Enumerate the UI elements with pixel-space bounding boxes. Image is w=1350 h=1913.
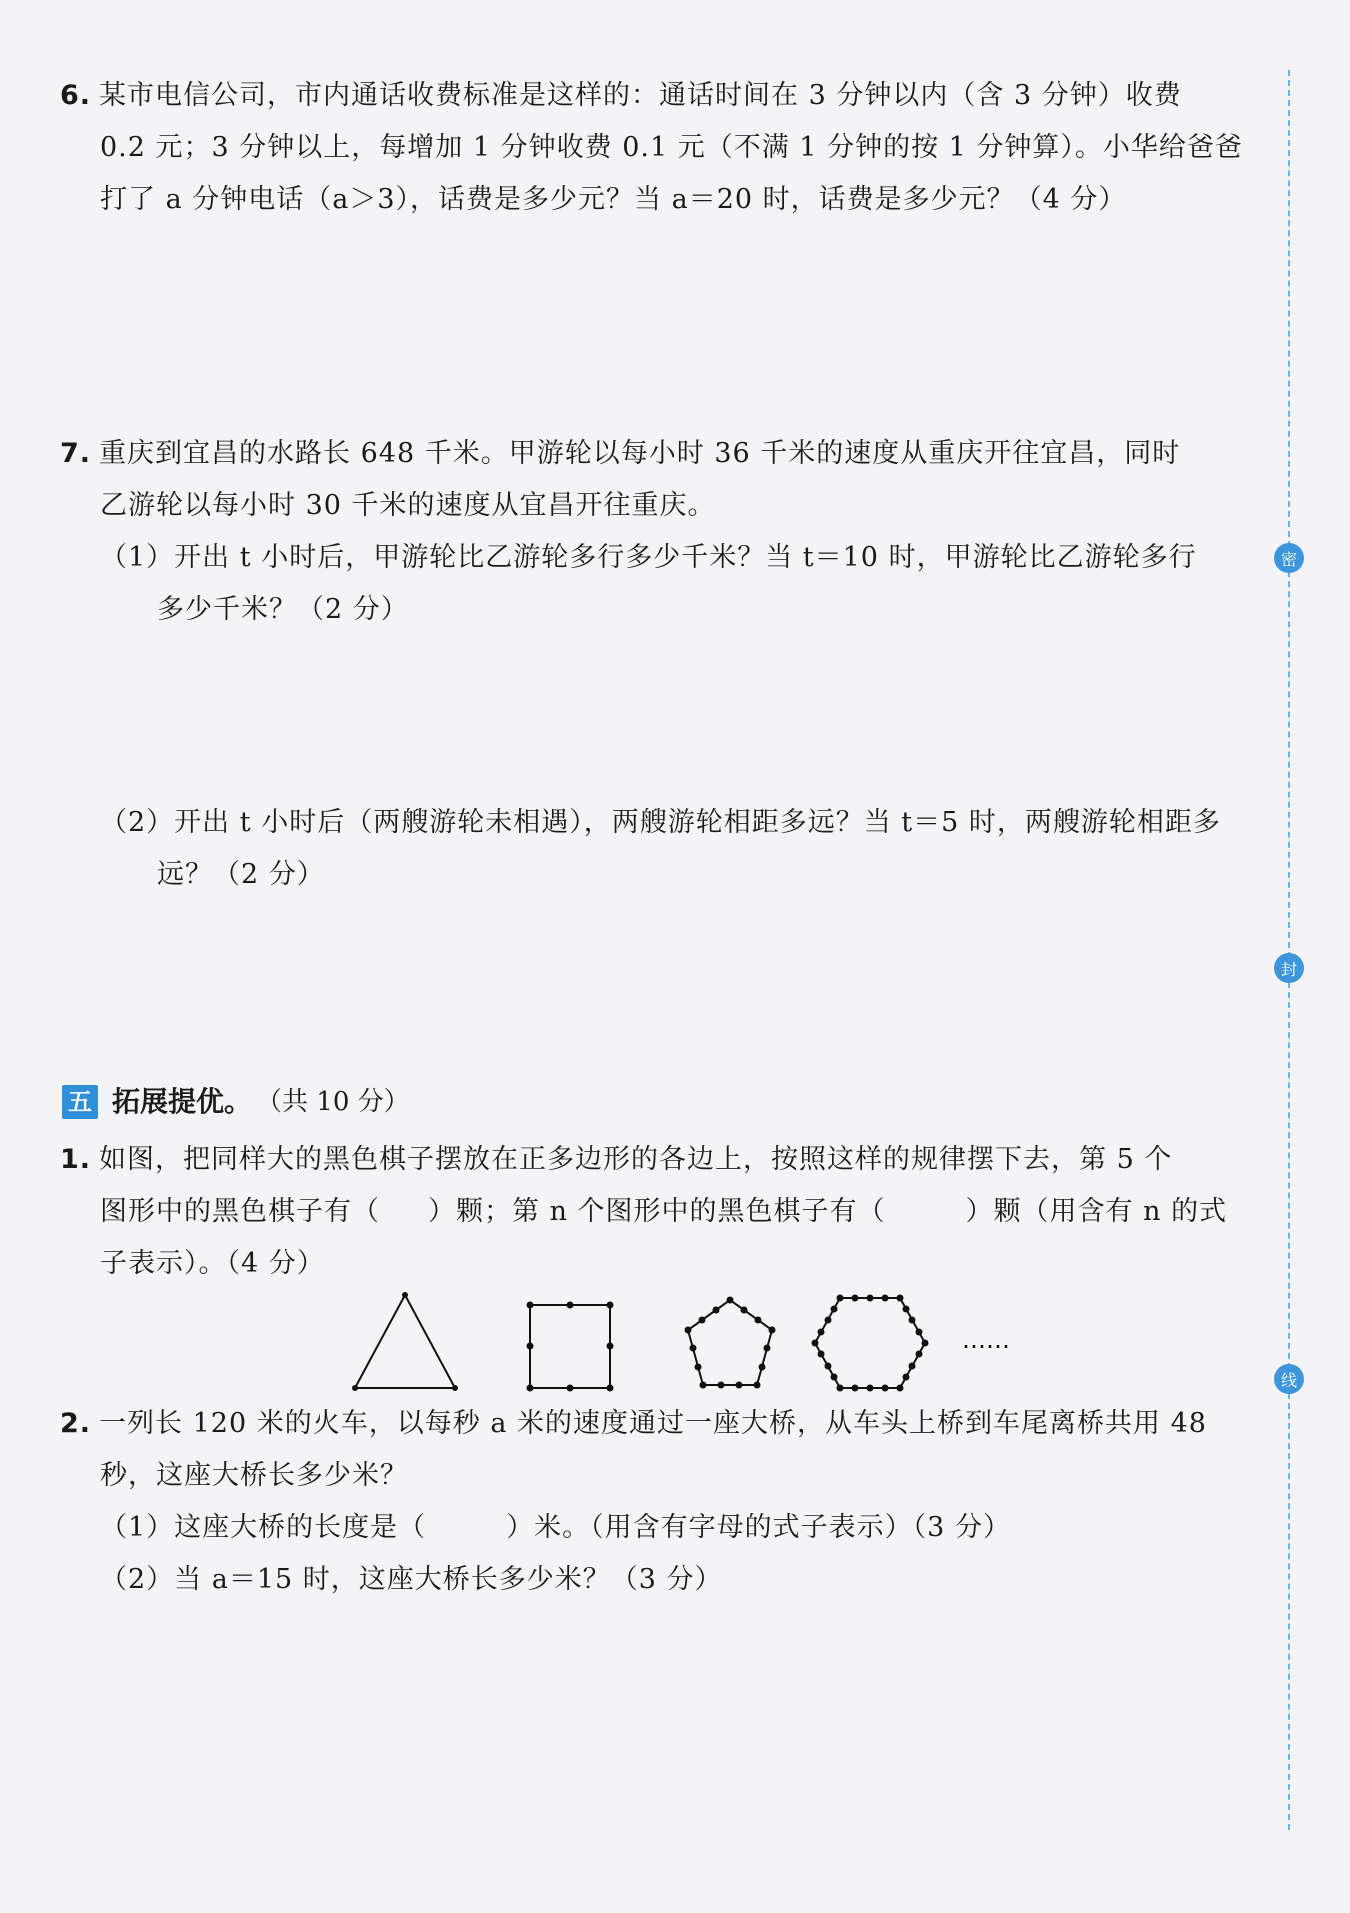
text-part: （1）这座大桥的长度是（ <box>100 1512 427 1543</box>
section-title: 拓展提优。 <box>112 1085 253 1118</box>
section-header <box>62 1080 410 1124</box>
question-text-line: 某市电信公司，市内通话收费标准是这样的：通话时间在 3 分钟以内（含 3 分钟）收费 <box>99 80 1182 111</box>
polygon-figures <box>350 1290 1030 1400</box>
sub-question-1 <box>60 1502 1260 1554</box>
chess-piece <box>527 1385 534 1392</box>
hexagon-figure <box>815 1298 925 1388</box>
pentagon-figure <box>688 1300 772 1385</box>
text-part: 图形中的黑色棋子有（ <box>100 1196 380 1227</box>
section-points: （共 10 分） <box>256 1087 410 1117</box>
question-number: 1. <box>60 1144 92 1175</box>
chess-piece <box>567 1385 574 1392</box>
question-text-line: 重庆到宜昌的水路长 648 千米。甲游轮以每小时 36 千米的速度从重庆开往宜昌，同时 <box>99 438 1181 469</box>
chess-piece <box>452 1385 458 1391</box>
question-text-line: 一列长 120 米的火车，以每秒 a 米的速度通过一座大桥，从车头上桥到车尾离桥共用 48 <box>99 1408 1207 1439</box>
chess-piece <box>607 1343 614 1350</box>
binding-mark-seal: 密 <box>1274 543 1304 573</box>
ellipsis-text: …… <box>962 1326 1010 1354</box>
question-number: 7. <box>60 438 92 469</box>
binding-mark-line: 线 <box>1274 1364 1304 1394</box>
text-part: ）颗；第 n 个图形中的黑色棋子有（ <box>428 1196 886 1227</box>
sub-question-2-cont: 远？（2 分） <box>157 859 325 890</box>
triangle-figure <box>355 1295 455 1388</box>
binding-mark-envelope: 封 <box>1274 953 1304 983</box>
chess-piece <box>402 1292 408 1298</box>
chess-piece <box>527 1343 534 1350</box>
question-6 <box>60 70 1260 226</box>
question-text-line: 子表示）。（4 分） <box>100 1248 325 1279</box>
question-text-line: 打了 a 分钟电话（a＞3），话费是多少元？当 a＝20 时，话费是多少元？（4 分） <box>100 184 1127 215</box>
question-number: 6. <box>60 80 92 111</box>
sub-question-1-cont: 多少千米？（2 分） <box>157 594 409 625</box>
sub-question-2: （2）开出 t 小时后（两艘游轮未相遇），两艘游轮相距多远？当 t＝5 时，两艘游轮相距多 <box>100 807 1221 838</box>
binding-dashed-line <box>1288 70 1290 1830</box>
question-text-line: 0.2 元；3 分钟以上，每增加 1 分钟收费 0.1 元（不满 1 分钟的按 1 分钟算）。小华给爸爸 <box>100 132 1243 163</box>
chess-piece <box>527 1302 534 1309</box>
question-text-line <box>60 1186 1260 1238</box>
chess-piece <box>352 1385 358 1391</box>
chess-piece <box>567 1302 574 1309</box>
question-7 <box>60 428 1260 636</box>
sub-question-2: （2）当 a＝15 时，这座大桥长多少米？（3 分） <box>100 1564 723 1595</box>
question-text-line: 秒，这座大桥长多少米？ <box>100 1460 408 1491</box>
square-figure <box>530 1305 610 1388</box>
section-badge: 五 <box>62 1085 98 1119</box>
question-7-part-2 <box>60 797 1260 901</box>
extension-question-1 <box>60 1134 1260 1290</box>
question-text-line: 如图，把同样大的黑色棋子摆放在正多边形的各边上，按照这样的规律摆下去，第 5 个 <box>99 1144 1173 1175</box>
sub-question-1: （1）开出 t 小时后，甲游轮比乙游轮多行多少千米？当 t＝10 时，甲游轮比乙游轮多行 <box>100 542 1197 573</box>
question-text-line: 乙游轮以每小时 30 千米的速度从宜昌开往重庆。 <box>100 490 716 521</box>
pentagon-pieces <box>685 1297 776 1389</box>
text-part: ）米。（用含有字母的式子表示）（3 分） <box>506 1512 1011 1543</box>
extension-question-2 <box>60 1398 1260 1606</box>
chess-piece <box>607 1302 614 1309</box>
hexagon-pieces <box>812 1295 929 1392</box>
question-number: 2. <box>60 1408 92 1439</box>
text-part: ）颗（用含有 n 的式 <box>965 1196 1228 1227</box>
chess-piece <box>607 1385 614 1392</box>
